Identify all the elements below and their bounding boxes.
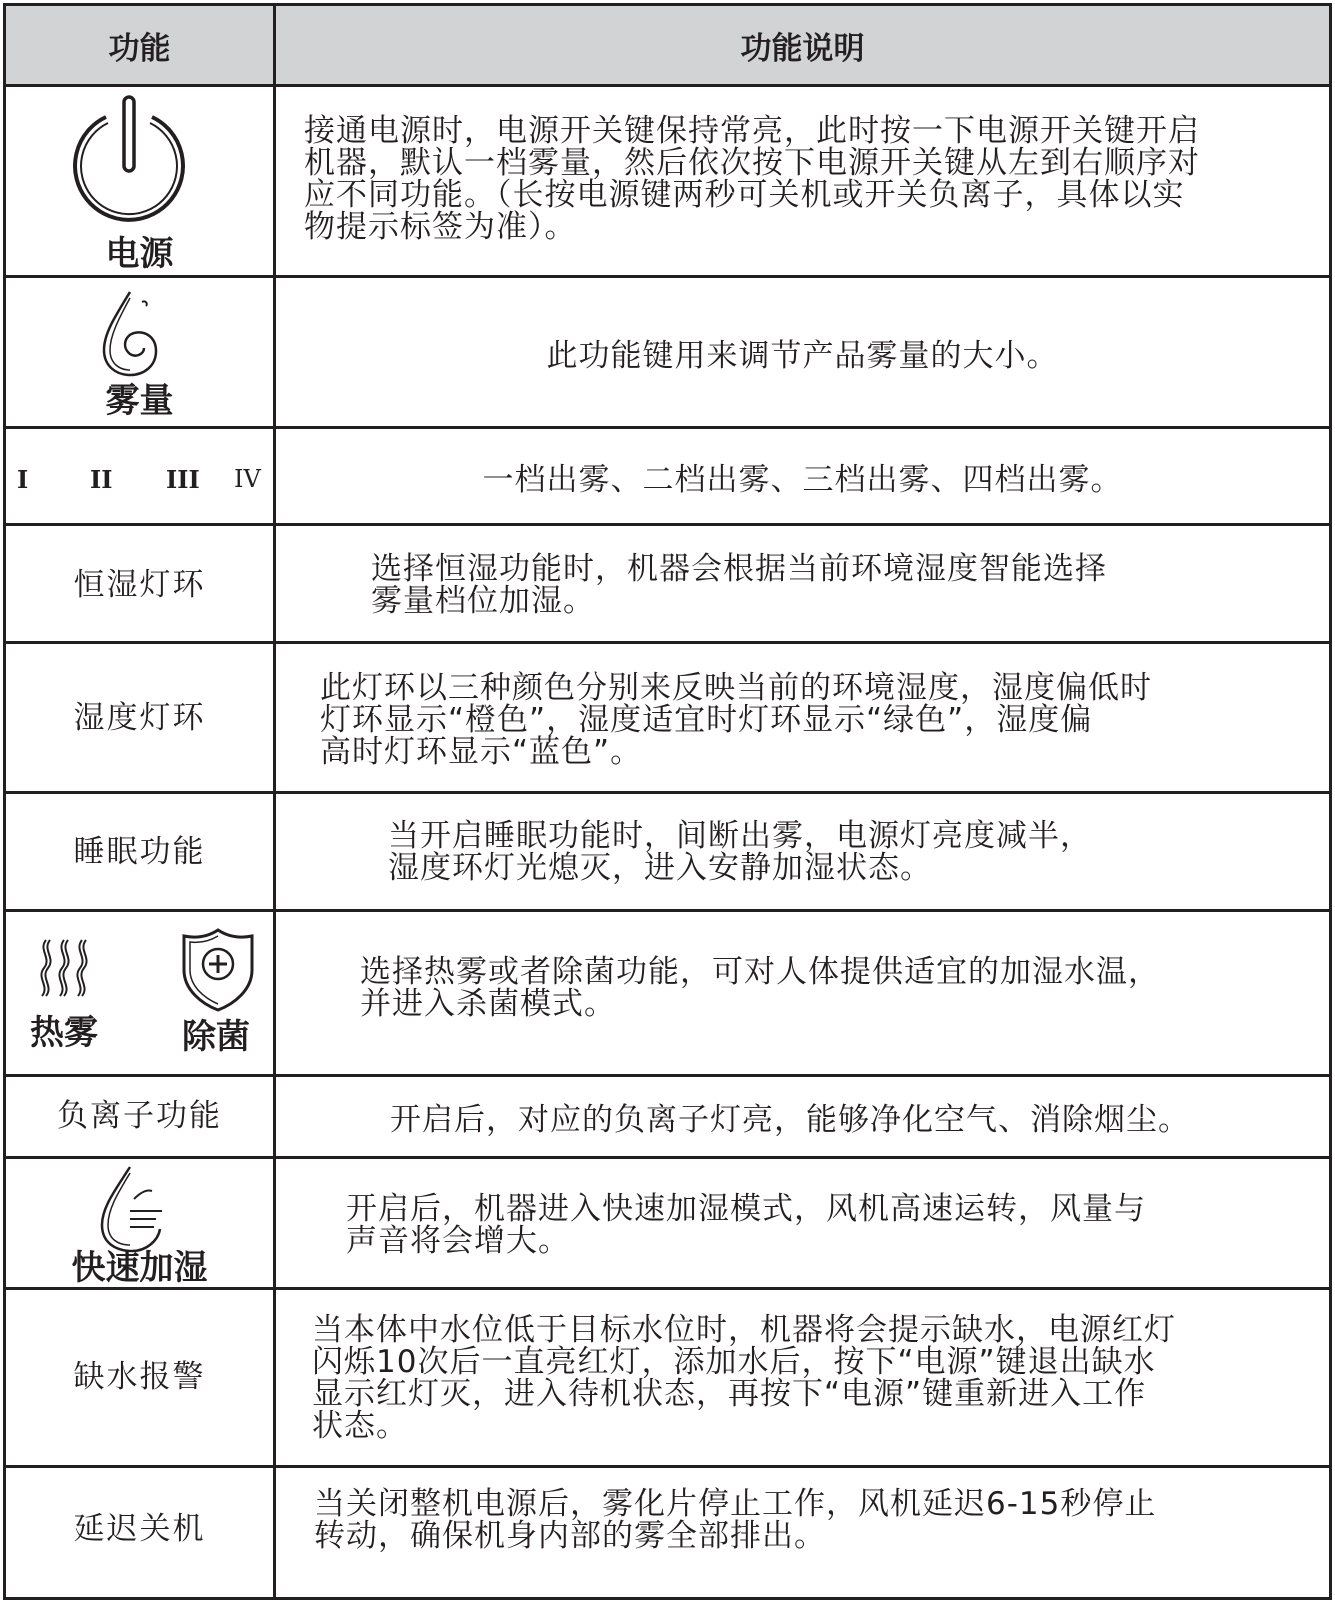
- function-table: [3, 3, 1332, 1600]
- desc-power: 接通电源时，电源开关键保持常亮，此时按一下电源开关键开启 机器，默认一档雾量，然后依次按下电源开关键从左到右顺序对 应不同功能。（长按电源键两秒可关机或开关负离子，具体以实 物提示标签为准）。: [304, 113, 1200, 245]
- desc-humidity-ring: 此灯环以三种颜色分别来反映当前的环境湿度，湿度偏低时 灯环显示“橙色”，湿度适宜时灯环显示“绿色”，湿度偏 高时灯环显示“蓝色”。: [320, 670, 1152, 770]
- table-row-low-water-alarm: [6, 1290, 1329, 1468]
- label-delayed-shutdown: 延迟关机: [73, 1511, 206, 1547]
- table-row-fast-humidify: [6, 1159, 1329, 1290]
- level-3-label: III: [166, 465, 200, 494]
- desc-fast-humidify: 开启后，机器进入快速加湿模式，风机高速运转，风量与 声音将会增大。: [346, 1191, 1146, 1259]
- desc-mist: 此功能键用来调节产品雾量的大小。: [546, 337, 1059, 374]
- label-humidity-ring: 湿度灯环: [73, 700, 206, 736]
- desc-delayed-shutdown: 当关闭整机电源后，雾化片停止工作，风机延迟6-15秒停止 转动，确保机身内部的雾全部排出。: [314, 1486, 1157, 1554]
- table-header: [6, 6, 1329, 87]
- label-sleep: 睡眠功能: [73, 834, 206, 870]
- label-negative-ion: 负离子功能: [57, 1098, 222, 1134]
- label-mist: 雾量: [105, 381, 174, 421]
- header-description: 功能说明: [740, 30, 865, 67]
- level-4-label: IV: [234, 465, 261, 493]
- level-1-label: I: [17, 465, 29, 494]
- header-function: 功能: [108, 30, 171, 67]
- table-row-mist: [6, 278, 1329, 429]
- table-row-constant-humidity: [6, 526, 1329, 644]
- desc-low-water-alarm: 当本体中水位低于目标水位时，机器将会提示缺水，电源红灯 闪烁10次后一直亮红灯，添加水后，按下“电源”键退出缺水 显示红灯灭，进入待机状态，再按下“电源”键重新进入工作 状态。: [312, 1312, 1176, 1444]
- label-constant-humidity: 恒湿灯环: [73, 567, 206, 603]
- table-row-delayed-shutdown: [6, 1468, 1329, 1597]
- table-row-power: [6, 87, 1329, 278]
- label-sterilize: 除菌: [182, 1017, 250, 1057]
- desc-levels: 一档出雾、二档出雾、三档出雾、四档出雾。: [482, 461, 1123, 498]
- table-row-negative-ion: [6, 1077, 1329, 1159]
- desc-sleep: 当开启睡眠功能时，间断出雾，电源灯亮度减半， 湿度环灯光熄灭，进入安静加湿状态。: [388, 818, 1092, 886]
- desc-hot-mist-sterilize: 选择热雾或者除菌功能，可对人体提供适宜的加湿水温， 并进入杀菌模式。: [360, 954, 1160, 1022]
- level-2-label: II: [90, 465, 113, 494]
- desc-constant-humidity: 选择恒湿功能时，机器会根据当前环境湿度智能选择 雾量档位加湿。: [371, 551, 1107, 619]
- table-row-levels: [6, 429, 1329, 526]
- table-row-humidity-ring: [6, 644, 1329, 794]
- label-hot-mist: 热雾: [30, 1013, 98, 1053]
- desc-negative-ion: 开启后，对应的负离子灯亮，能够净化空气、消除烟尘。: [390, 1102, 1190, 1138]
- label-fast-humidify: 快速加湿: [71, 1248, 208, 1288]
- label-power: 电源: [105, 234, 174, 274]
- table-row-sleep: [6, 794, 1329, 912]
- label-low-water-alarm: 缺水报警: [73, 1359, 206, 1395]
- table-row-hot-mist-sterilize: [6, 912, 1329, 1077]
